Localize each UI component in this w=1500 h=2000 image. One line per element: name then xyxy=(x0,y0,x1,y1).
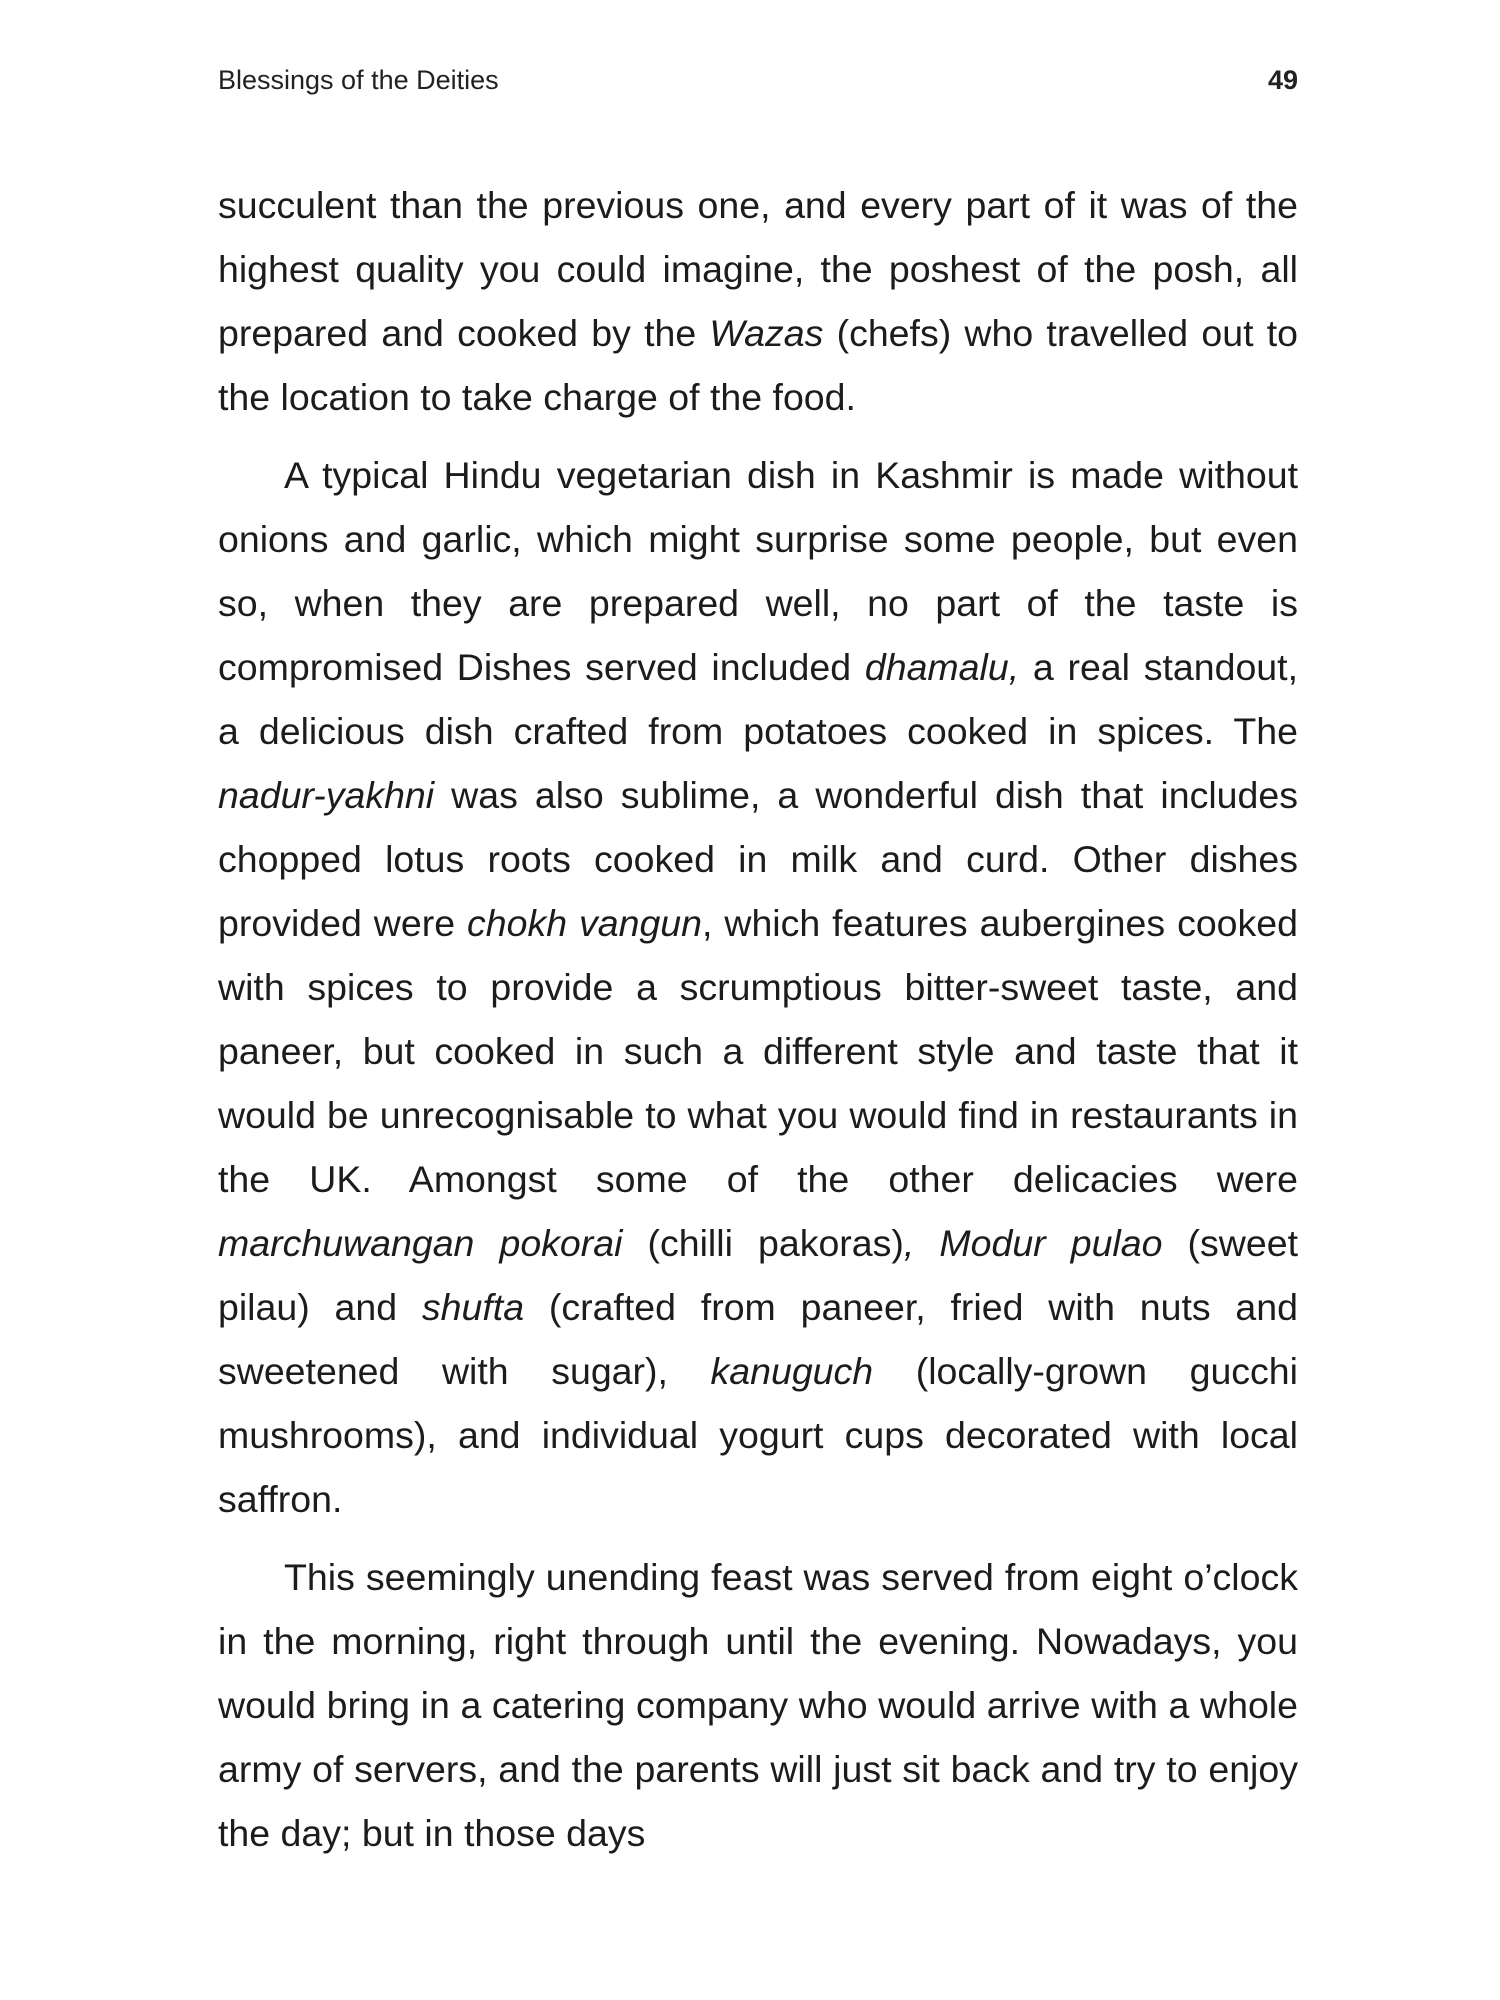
text-run: (chefs) who travelled out to the location to take charge of the food. xyxy=(218,312,1298,418)
text-run: (crafted from paneer, fried with nuts and sweetened with sugar), xyxy=(218,1286,1298,1392)
paragraph xyxy=(218,443,1298,1531)
paragraph xyxy=(218,1545,1298,1865)
text-run: (locally-grown gucchi mushrooms), and individual yogurt cups decorated with local saffron. xyxy=(218,1350,1298,1520)
running-title: Blessings of the Deities xyxy=(218,65,499,95)
italic-term: shufta xyxy=(421,1286,525,1328)
text-run: succulent than the previous one, and every part of it was of the highest quality you could imagine, the poshest of the posh, all prepared and cooked by the xyxy=(218,184,1298,354)
text-run: was also sublime, a wonderful dish that includes chopped lotus roots cooked in milk and curd. Other dishes provided were xyxy=(218,774,1298,944)
italic-term: marchuwangan pokorai xyxy=(218,1222,623,1264)
italic-term: Wazas xyxy=(709,312,824,354)
text-run: (chilli pakoras) xyxy=(622,1222,904,1264)
running-header xyxy=(218,62,1298,102)
italic-term: chokh vangun xyxy=(466,902,703,944)
text-run: This seemingly unending feast was served from eight o’clock in the morning, right through until the evening. Nowadays, you would bring in a catering company who would arrive with a whole army of servers, and the parents will just sit back and try to enjoy the day; but in those days xyxy=(218,1556,1298,1854)
text-run: , which features aubergines cooked with spices to provide a scrumptious bitter-sweet taste, and paneer, but cooked in such a different style and taste that it would be unrecognisable to what you would find in restaurants in the UK. Amongst some of the other delicacies were xyxy=(218,902,1298,1200)
body-text xyxy=(218,173,1298,1865)
text-run: a real standout, a delicious dish crafted from potatoes cooked in spices. The xyxy=(218,646,1298,752)
text-run: (sweet pilau) and xyxy=(218,1222,1298,1328)
italic-term: , Modur pulao xyxy=(903,1222,1163,1264)
text-run: A typical Hindu vegetarian dish in Kashmir is made without onions and garlic, which might surprise some people, but even so, when they are prepared well, no part of the taste is compromised Dishes served included xyxy=(218,454,1298,688)
italic-term: nadur-yakhni xyxy=(218,774,435,816)
italic-term: dhamalu, xyxy=(864,646,1020,688)
paragraph xyxy=(218,173,1298,429)
italic-term: kanuguch xyxy=(710,1350,874,1392)
page-number: 49 xyxy=(1267,65,1298,95)
